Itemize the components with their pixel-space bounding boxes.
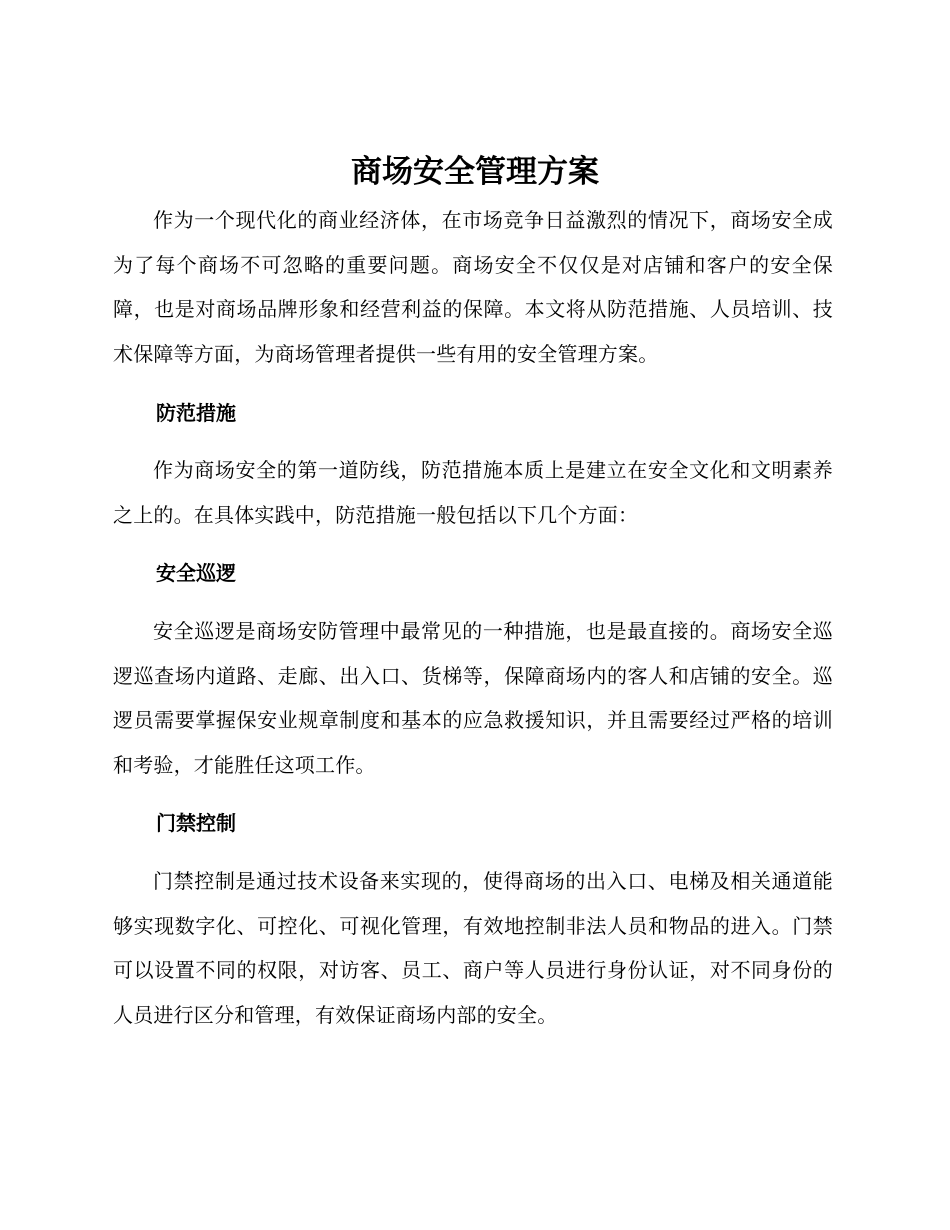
document-title: 商场安全管理方案 [351,154,599,190]
section-heading-prevention: 防范措施 [156,401,236,425]
section-heading-access-control: 门禁控制 [156,811,236,835]
section-heading-patrol: 安全巡逻 [156,561,236,585]
section-body-patrol: 安全巡逻是商场安防管理中最常见的一种措施，也是最直接的。商场安全巡逻巡查场内道路、走廊、出入口、货梯等，保障商场内的客人和店铺的安全。巡逻员需要掌握保安业规章制度和基本的应急救援知识，并且需要经过严格的培训和考验，才能胜任这项工作。 [113,619,833,777]
section-body-access-control: 门禁控制是通过技术设备来实现的，使得商场的出入口、电梯及相关通道能够实现数字化、可控化、可视化管理，有效地控制非法人员和物品的进入。门禁可以设置不同的权限，对访客、员工、商户等人员进行身份认证，对不同身份的人员进行区分和管理，有效保证商场内部的安全。 [113,869,833,1027]
intro-paragraph: 作为一个现代化的商业经济体，在市场竞争日益激烈的情况下，商场安全成为了每个商场不可忽略的重要问题。商场安全不仅仅是对店铺和客户的安全保障，也是对商场品牌形象和经营利益的保障。本文将从防范措施、人员培训、技术保障等方面，为商场管理者提供一些有用的安全管理方案。 [113,208,833,366]
section-body-prevention: 作为商场安全的第一道防线，防范措施本质上是建立在安全文化和文明素养之上的。在具体实践中，防范措施一般包括以下几个方面： [113,458,833,527]
